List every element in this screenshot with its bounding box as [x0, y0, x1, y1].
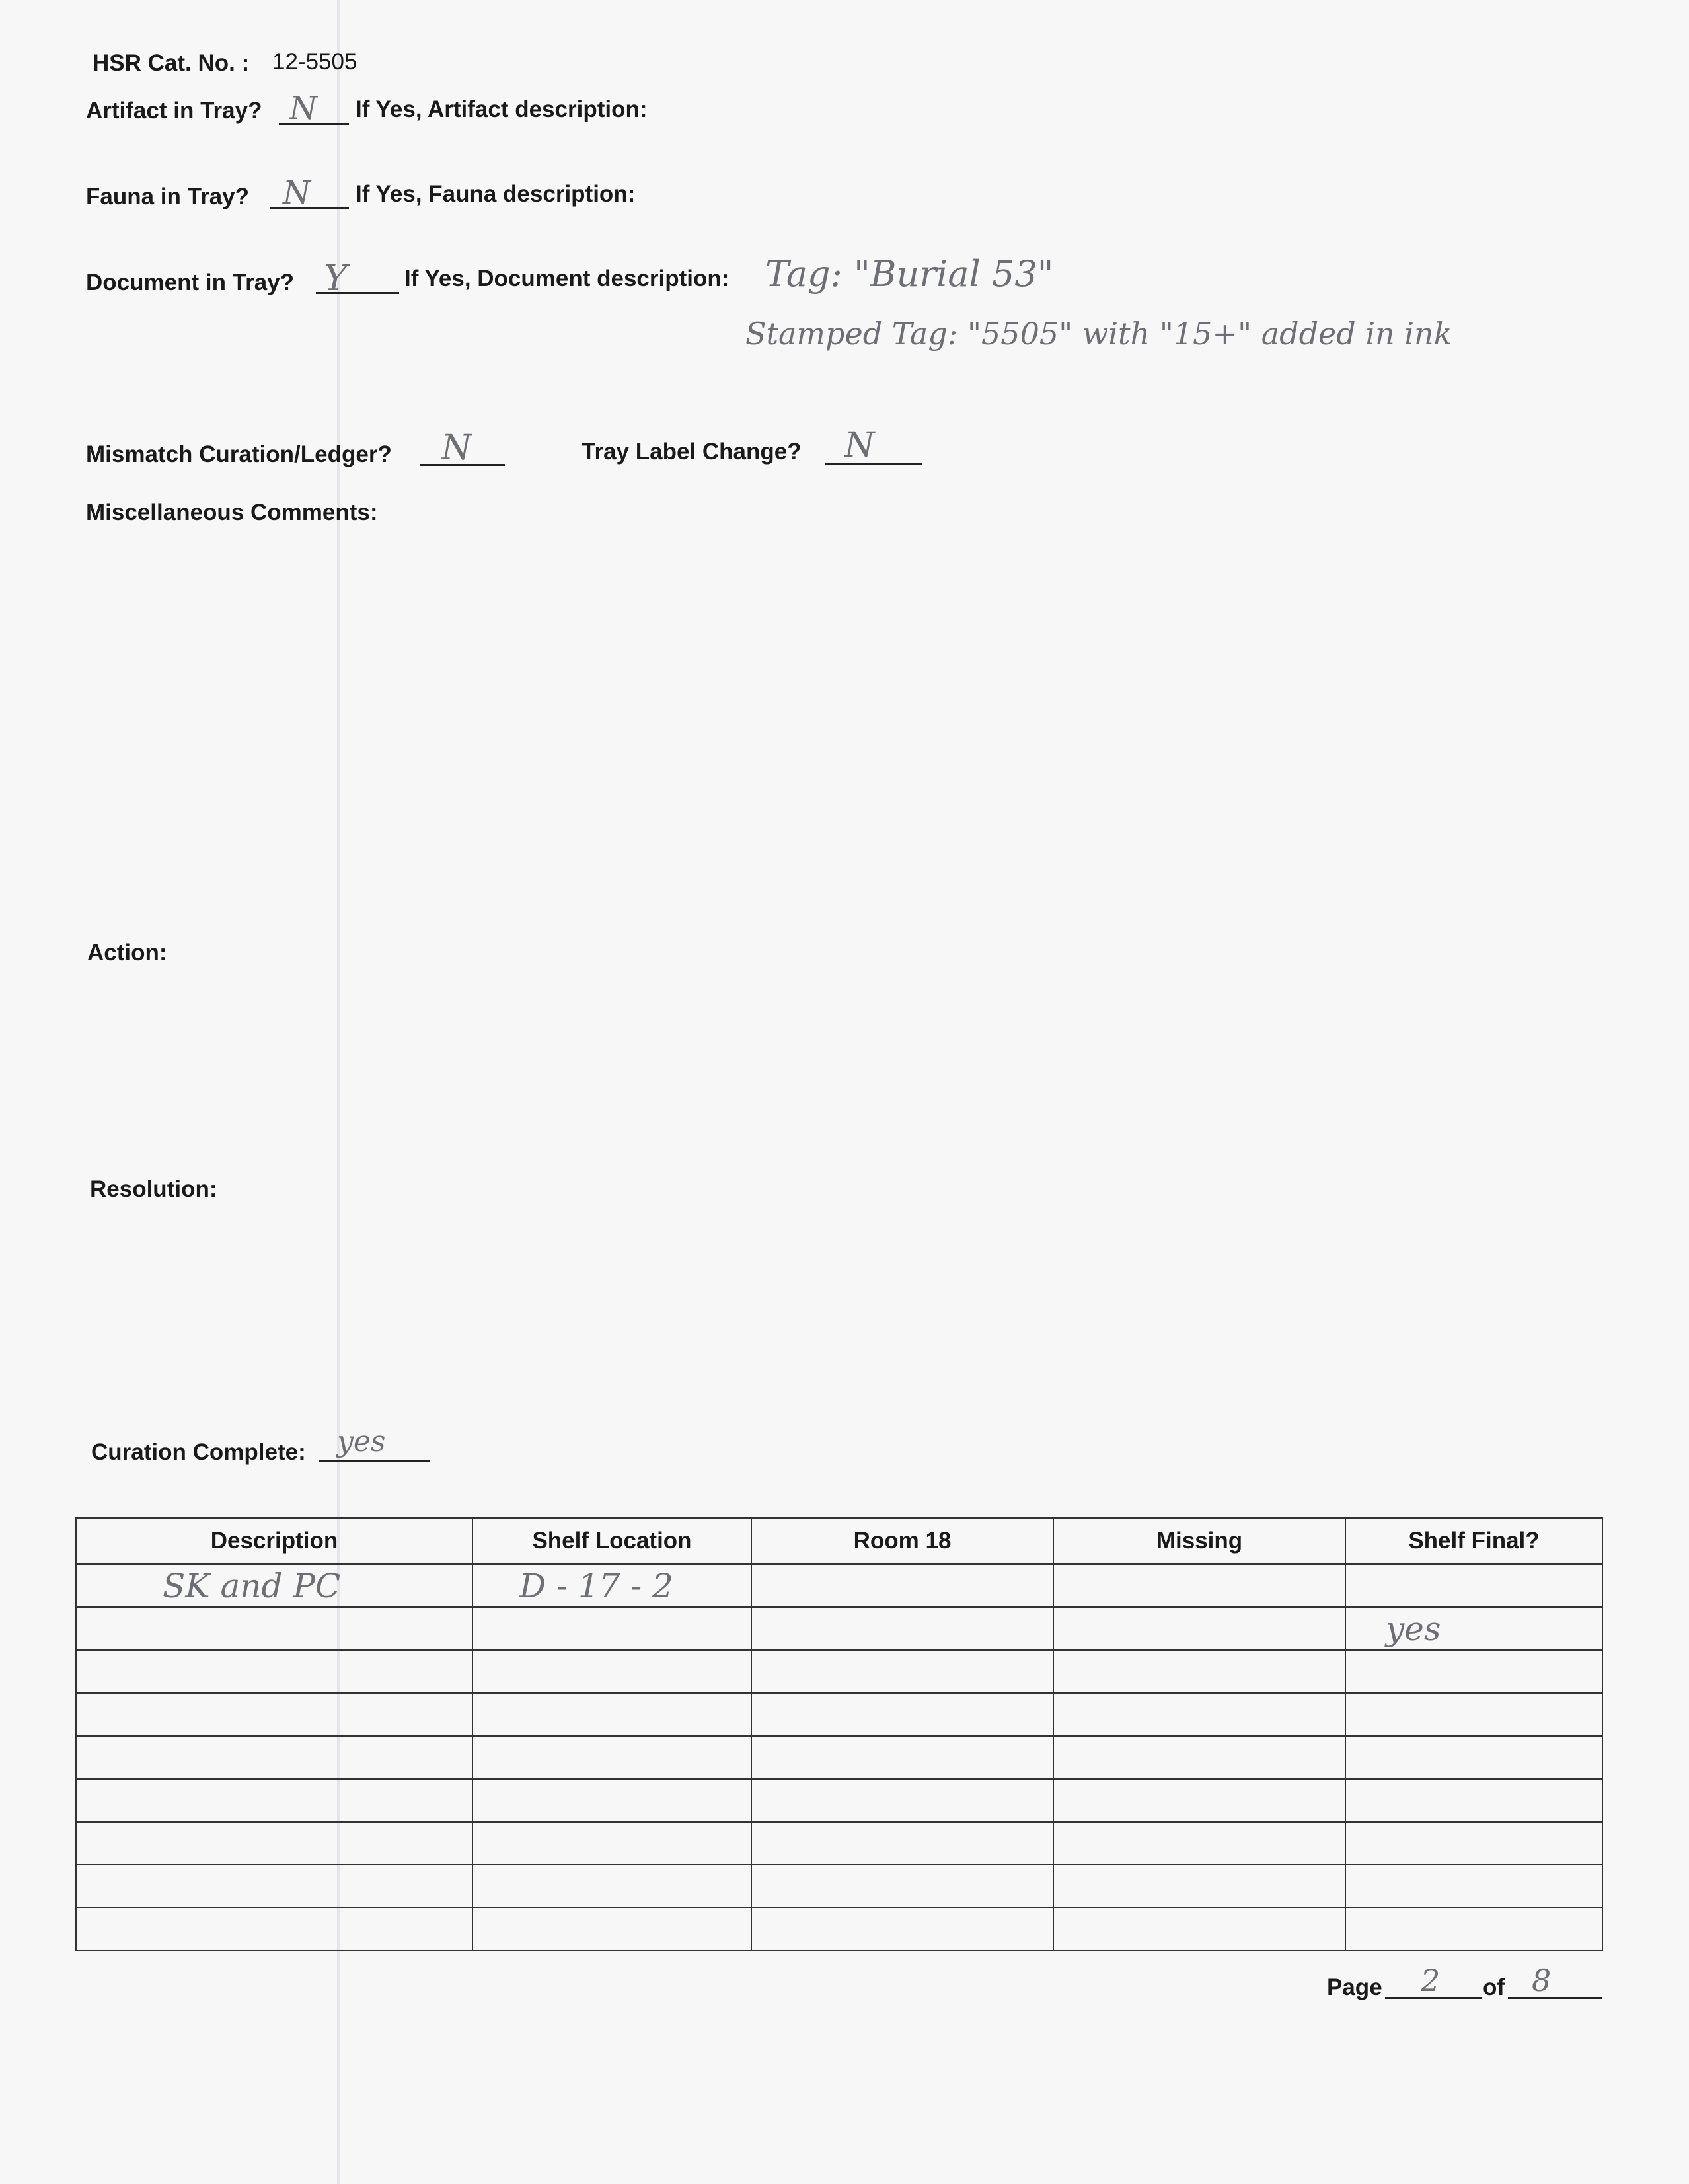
- table-row: [76, 1822, 1602, 1865]
- tray-label-change-label: Tray Label Change?: [582, 439, 802, 465]
- action-label: Action:: [87, 940, 167, 965]
- table-cell[interactable]: [1345, 1564, 1602, 1607]
- table-cell[interactable]: [1053, 1564, 1345, 1607]
- table-cell[interactable]: [472, 1693, 751, 1736]
- table-cell[interactable]: [1345, 1693, 1602, 1736]
- table-row: [76, 1607, 1602, 1650]
- table-row: [76, 1564, 1602, 1607]
- table-cell[interactable]: [751, 1736, 1053, 1779]
- table-header-row: [76, 1518, 1602, 1564]
- table-cell[interactable]: [1053, 1865, 1345, 1908]
- table-row: [76, 1736, 1602, 1779]
- table-cell[interactable]: [1345, 1779, 1602, 1822]
- table-cell[interactable]: [1345, 1736, 1602, 1779]
- table-cell[interactable]: [1053, 1736, 1345, 1779]
- table-cell[interactable]: [751, 1822, 1053, 1865]
- table-cell[interactable]: [1053, 1607, 1345, 1650]
- table-row: [76, 1908, 1602, 1951]
- page-label: Page: [1327, 1975, 1382, 2000]
- table-cell[interactable]: [751, 1650, 1053, 1693]
- of-label: of: [1483, 1975, 1505, 2000]
- table-cell[interactable]: [472, 1736, 751, 1779]
- table-cell[interactable]: [1345, 1607, 1602, 1650]
- shelf-log-table: [75, 1517, 1603, 1951]
- tray-label-answer: N: [845, 426, 875, 465]
- table-cell[interactable]: [76, 1650, 472, 1693]
- fauna-label: Fauna in Tray?: [86, 184, 249, 209]
- table-row: [76, 1693, 1602, 1736]
- mismatch-label: Mismatch Curation/Ledger?: [86, 441, 392, 467]
- table-cell[interactable]: [76, 1607, 472, 1650]
- col-header-shelf-location: Shelf Location: [472, 1518, 751, 1564]
- table-cell[interactable]: [1345, 1908, 1602, 1951]
- table-cell[interactable]: [76, 1736, 472, 1779]
- artifact-label: Artifact in Tray?: [86, 98, 262, 124]
- table-cell[interactable]: [76, 1865, 472, 1908]
- document-desc-line2: Stamped Tag: "5505" with "15+" added in ink: [745, 316, 1452, 352]
- table-cell[interactable]: [472, 1908, 751, 1951]
- artifact-answer: N: [289, 90, 317, 127]
- table-cell[interactable]: [1345, 1650, 1602, 1693]
- cell-text: SK and PC: [163, 1566, 341, 1605]
- table-cell[interactable]: [751, 1607, 1053, 1650]
- document-desc-line1: Tag: "Burial 53": [765, 253, 1054, 295]
- table-cell[interactable]: [76, 1908, 472, 1951]
- col-header-shelf-final: Shelf Final?: [1345, 1518, 1602, 1564]
- cat-number-value: 12-5505: [272, 49, 357, 75]
- curation-answer-line[interactable]: [319, 1460, 430, 1462]
- table-cell[interactable]: [76, 1779, 472, 1822]
- table-row: [76, 1865, 1602, 1908]
- table-cell[interactable]: [751, 1779, 1053, 1822]
- document-desc-label: If Yes, Document description:: [404, 266, 730, 291]
- col-header-description: Description: [76, 1518, 472, 1564]
- table-cell[interactable]: [472, 1564, 751, 1607]
- table-cell[interactable]: [751, 1564, 1053, 1607]
- artifact-desc-label: If Yes, Artifact description:: [356, 96, 648, 122]
- fauna-desc-label: If Yes, Fauna description:: [356, 181, 636, 207]
- table-cell[interactable]: [751, 1693, 1053, 1736]
- col-header-room-18: Room 18: [751, 1518, 1053, 1564]
- curation-answer: yes: [337, 1425, 386, 1458]
- table-cell[interactable]: [1053, 1822, 1345, 1865]
- curation-complete-label: Curation Complete:: [91, 1439, 306, 1465]
- table-row: [76, 1650, 1602, 1693]
- cell-text: D - 17 - 2: [519, 1566, 673, 1605]
- table-cell[interactable]: [76, 1564, 472, 1607]
- table-cell[interactable]: [76, 1822, 472, 1865]
- table-cell[interactable]: [1053, 1908, 1345, 1951]
- table-cell[interactable]: [472, 1779, 751, 1822]
- table-cell[interactable]: [1345, 1822, 1602, 1865]
- table-cell[interactable]: [1053, 1693, 1345, 1736]
- table-cell[interactable]: [751, 1908, 1053, 1951]
- table-cell[interactable]: [472, 1865, 751, 1908]
- document-label: Document in Tray?: [86, 270, 295, 295]
- cell-text: yes: [1386, 1609, 1441, 1648]
- col-header-missing: Missing: [1053, 1518, 1345, 1564]
- page-total-line[interactable]: [1508, 1997, 1602, 1999]
- resolution-label: Resolution:: [90, 1176, 217, 1202]
- table-cell[interactable]: [472, 1650, 751, 1693]
- page-number: 2: [1421, 1963, 1441, 1998]
- table-cell[interactable]: [1053, 1650, 1345, 1693]
- misc-comments-label: Miscellaneous Comments:: [86, 500, 378, 525]
- table-row: [76, 1779, 1602, 1822]
- table-cell[interactable]: [751, 1865, 1053, 1908]
- cat-number-label: HSR Cat. No. :: [93, 50, 250, 76]
- table-cell[interactable]: [472, 1822, 751, 1865]
- fauna-answer: N: [283, 174, 311, 211]
- table-cell[interactable]: [76, 1693, 472, 1736]
- table-cell[interactable]: [472, 1607, 751, 1650]
- document-answer: Y: [324, 257, 348, 299]
- table-cell[interactable]: [1345, 1865, 1602, 1908]
- page-total: 8: [1532, 1963, 1552, 1998]
- table-cell[interactable]: [1053, 1779, 1345, 1822]
- mismatch-answer: N: [441, 428, 472, 468]
